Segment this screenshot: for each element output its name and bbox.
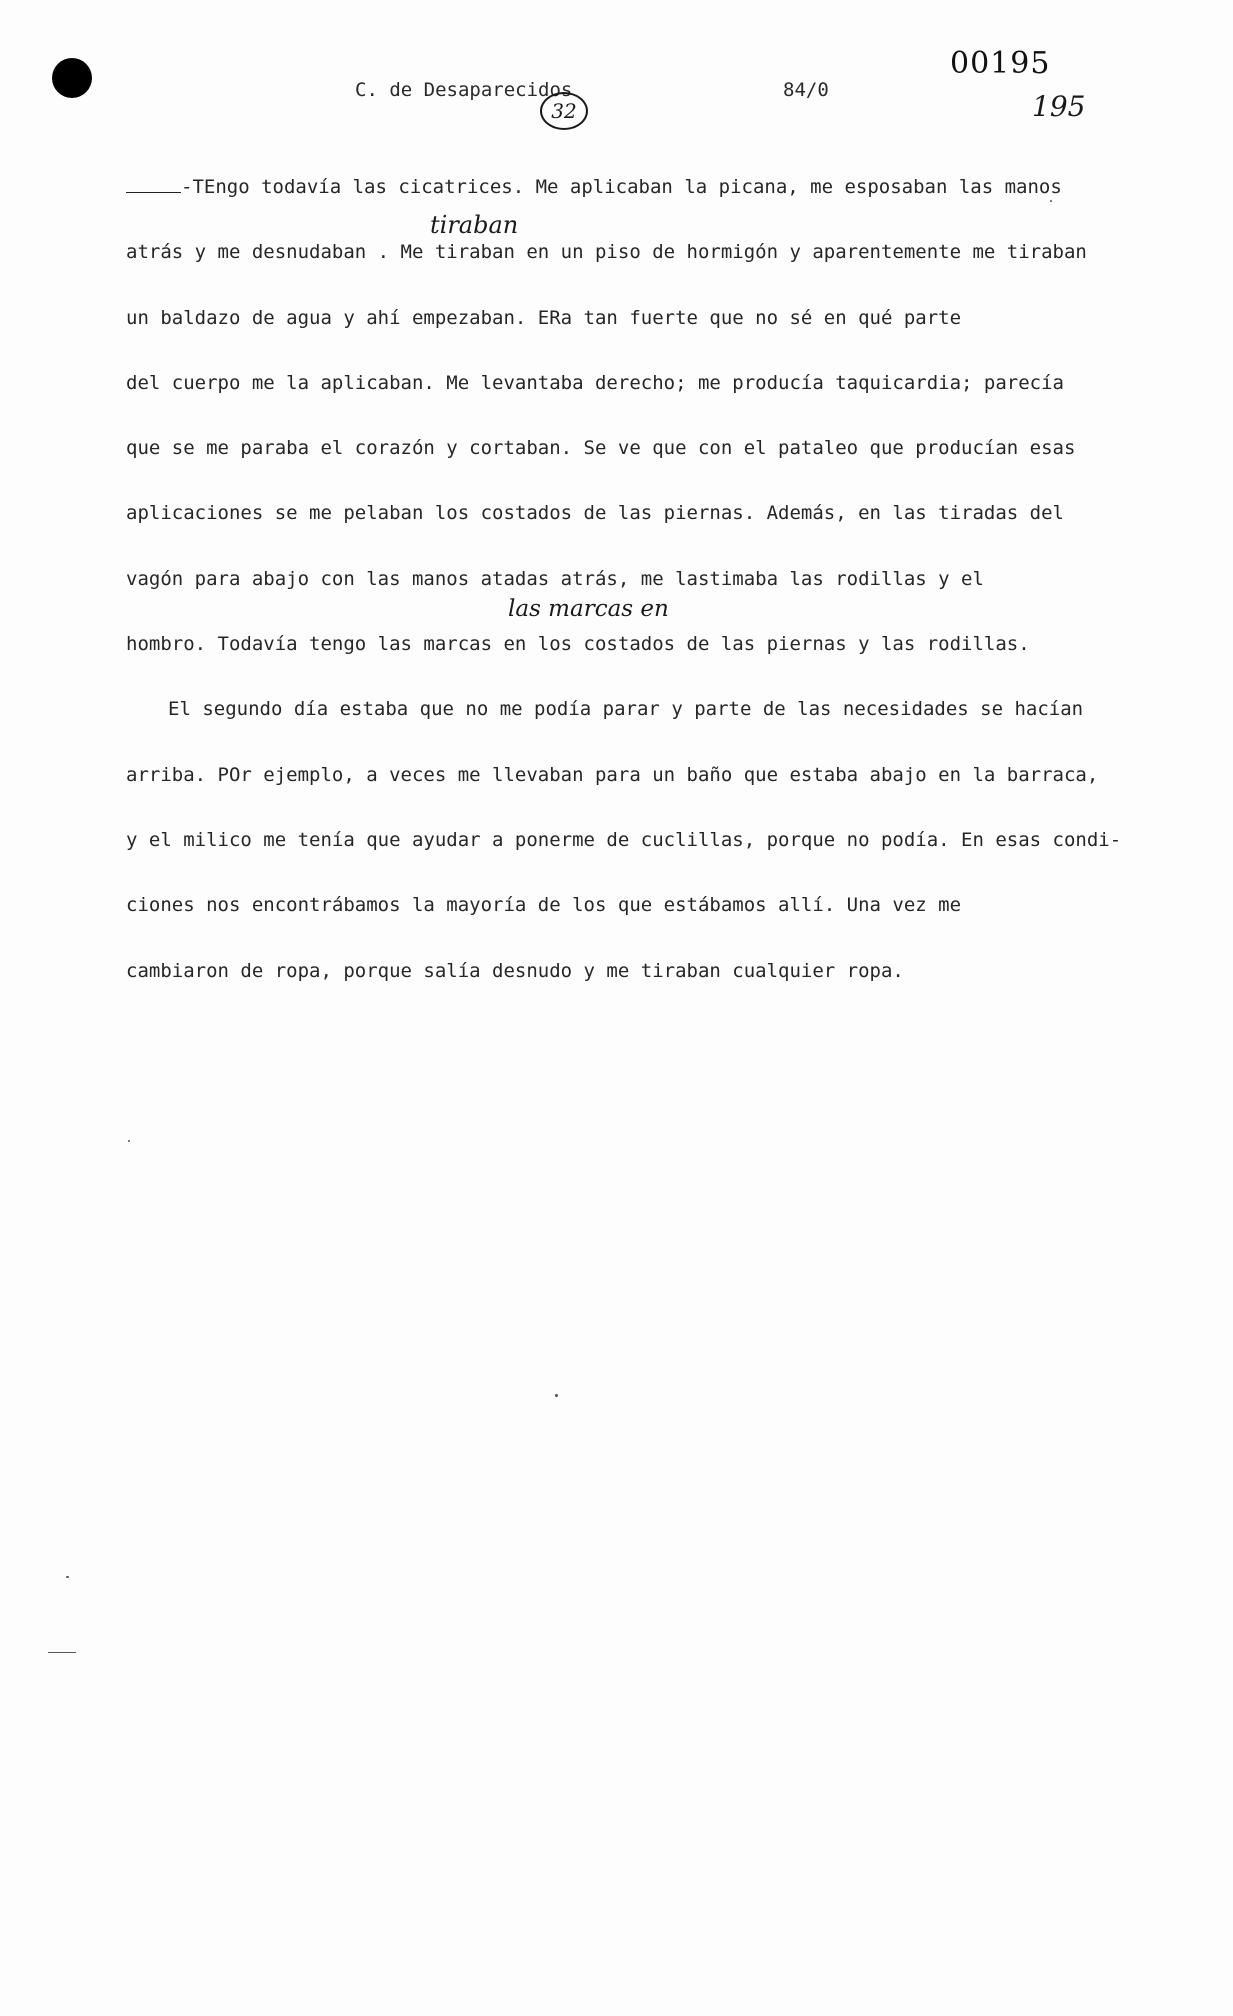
testimony-body bbox=[126, 172, 1126, 1021]
circled-number: 32 bbox=[540, 92, 588, 130]
blank-underline bbox=[126, 174, 181, 193]
text-line: -TEngo todavía las cicatrices. Me aplicaban la picana, me esposaban las manos bbox=[126, 172, 1126, 237]
punch-hole bbox=[52, 58, 92, 98]
text-line: atrás y me desnudaban . Me tiraban en un piso de hormigón y aparentemente me tiraban bbox=[126, 241, 1087, 264]
scan-speck bbox=[555, 1394, 558, 1397]
text-line: que se me paraba el corazón y cortaban. Se ve que con el pataleo que producían esas bbox=[126, 437, 1076, 460]
text-line: hombro. Todavía tengo las marcas en los costados de las piernas y las rodillas. bbox=[126, 633, 1030, 656]
handwritten-page-number: 195 bbox=[1032, 90, 1086, 123]
scan-speck bbox=[48, 1652, 76, 1653]
text-line: y el milico me tenía que ayudar a ponerme de cuclillas, porque no podía. En esas condi- bbox=[126, 828, 1122, 851]
handwritten-insert: tiraban bbox=[430, 211, 519, 239]
text-line: un baldazo de agua y ahí empezaban. ERa tan fuerte que no sé en qué parte bbox=[126, 306, 962, 329]
scan-speck bbox=[66, 1576, 69, 1578]
scan-speck bbox=[128, 1140, 130, 1142]
text-line: ciones nos encontrábamos la mayoría de los que estábamos allí. Una vez me bbox=[126, 894, 962, 917]
text-line: aplicaciones se me pelaban los costados de las piernas. Además, en las tiradas del bbox=[126, 502, 1064, 525]
text-line: arriba. POr ejemplo, a veces me llevaban para un baño que estaba abajo en la barraca, bbox=[126, 763, 1099, 786]
text-line: El segundo día estaba que no me podía parar y parte de las necesidades se hacían bbox=[168, 698, 1084, 721]
handwritten-insert: las marcas en bbox=[508, 596, 669, 622]
header-ref-number: 84/0 bbox=[783, 79, 829, 101]
stamp-number: 00195 bbox=[950, 46, 1051, 81]
header-title: C. de Desaparecidos bbox=[355, 79, 573, 101]
scan-speck bbox=[1050, 200, 1052, 202]
text-line: del cuerpo me la aplicaban. Me levantaba derecho; me producía taquicardia; parecía bbox=[126, 371, 1064, 394]
text-line: cambiaron de ropa, porque salía desnudo y me tiraban cualquier ropa. bbox=[126, 959, 904, 982]
text-line: vagón para abajo con las manos atadas atrás, me lastimaba las rodillas y el bbox=[126, 567, 984, 590]
